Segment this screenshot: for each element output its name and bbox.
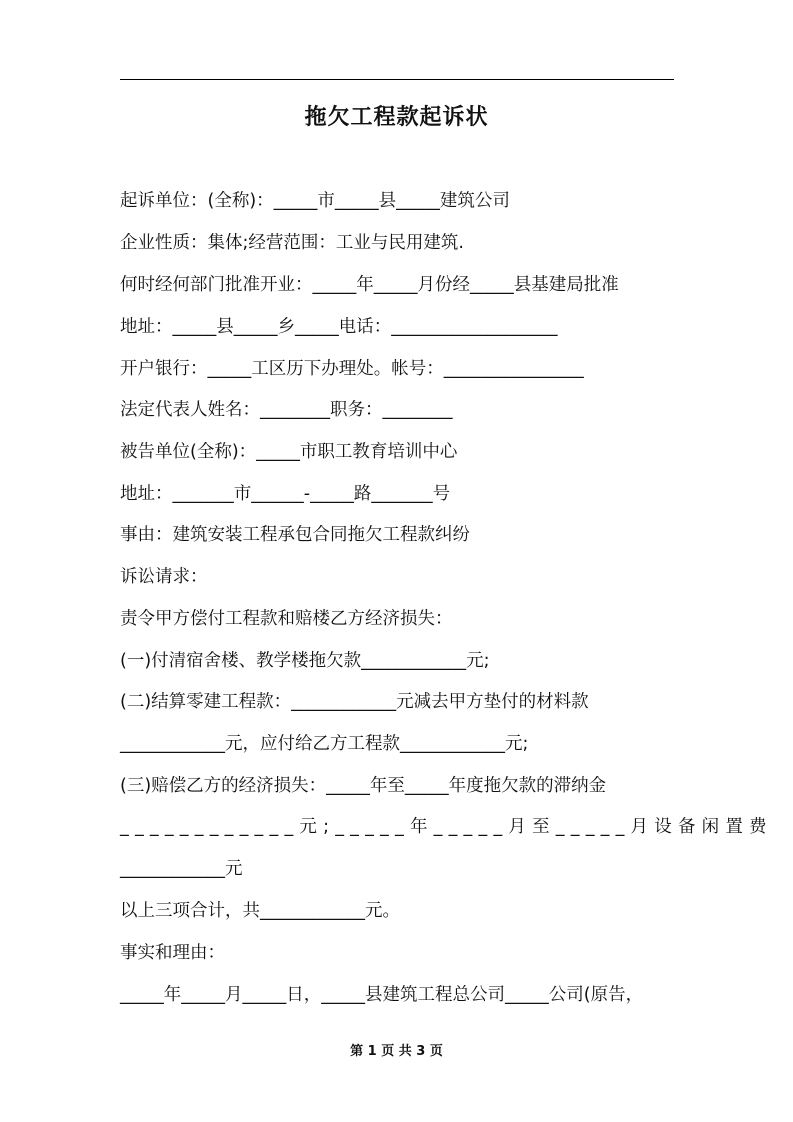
document-title: 拖欠工程款起诉状 xyxy=(304,105,489,130)
claim-three-end-line: ____________元 xyxy=(120,859,243,879)
legal-representative-line: 法定代表人姓名：________职务：________ xyxy=(120,400,453,420)
header-rule xyxy=(120,79,674,80)
approval-line: 何时经何部门批准开业：_____年_____月份经_____县基建局批准 xyxy=(120,275,619,295)
plaintiff-address-line: 地址：_____县_____乡_____电话：___________________ xyxy=(120,317,558,337)
claim-two-continued-line: ____________元，应付给乙方工程款____________元; xyxy=(120,734,529,754)
cause-line: 事由：建筑安装工程承包合同拖欠工程款纠纷 xyxy=(120,525,470,545)
facts-heading: 事实和理由： xyxy=(120,943,225,963)
total-line: 以上三项合计，共____________元。 xyxy=(120,901,400,921)
enterprise-nature-line: 企业性质：集体;经营范围：工业与民用建筑. xyxy=(120,233,464,253)
claim-two-line: (二)结算零建工程款：____________元减去甲方垫付的材料款 xyxy=(120,692,589,712)
claim-three-line: (三)赔偿乙方的经济损失：_____年至_____年度拖欠款的滞纳金 xyxy=(120,776,607,796)
defendant-address-line: 地址：_______市______-_____路_______号 xyxy=(120,484,451,504)
claims-intro-line: 责令甲方偿付工程款和赔楼乙方经济损失： xyxy=(120,609,453,629)
plaintiff-name-line: 起诉单位：(全称)：_____市_____县_____建筑公司 xyxy=(120,191,510,211)
claim-one-line: (一)付清宿舍楼、教学楼拖欠款____________元; xyxy=(120,651,490,671)
claims-heading: 诉讼请求： xyxy=(120,567,208,587)
page-footer: 第 1 页 共 3 页 xyxy=(350,1044,443,1059)
defendant-name-line: 被告单位(全称)：_____市职工教育培训中心 xyxy=(120,442,458,462)
bank-account-line: 开户银行：_____工区历下办理处。帐号：________________ xyxy=(120,359,584,379)
claim-three-continued-line: ____________元;_____年_____月至_____月设备闲置费 xyxy=(120,817,773,837)
facts-first-line: _____年_____月_____日，_____县建筑工程总公司_____公司(原告， xyxy=(120,985,644,1005)
